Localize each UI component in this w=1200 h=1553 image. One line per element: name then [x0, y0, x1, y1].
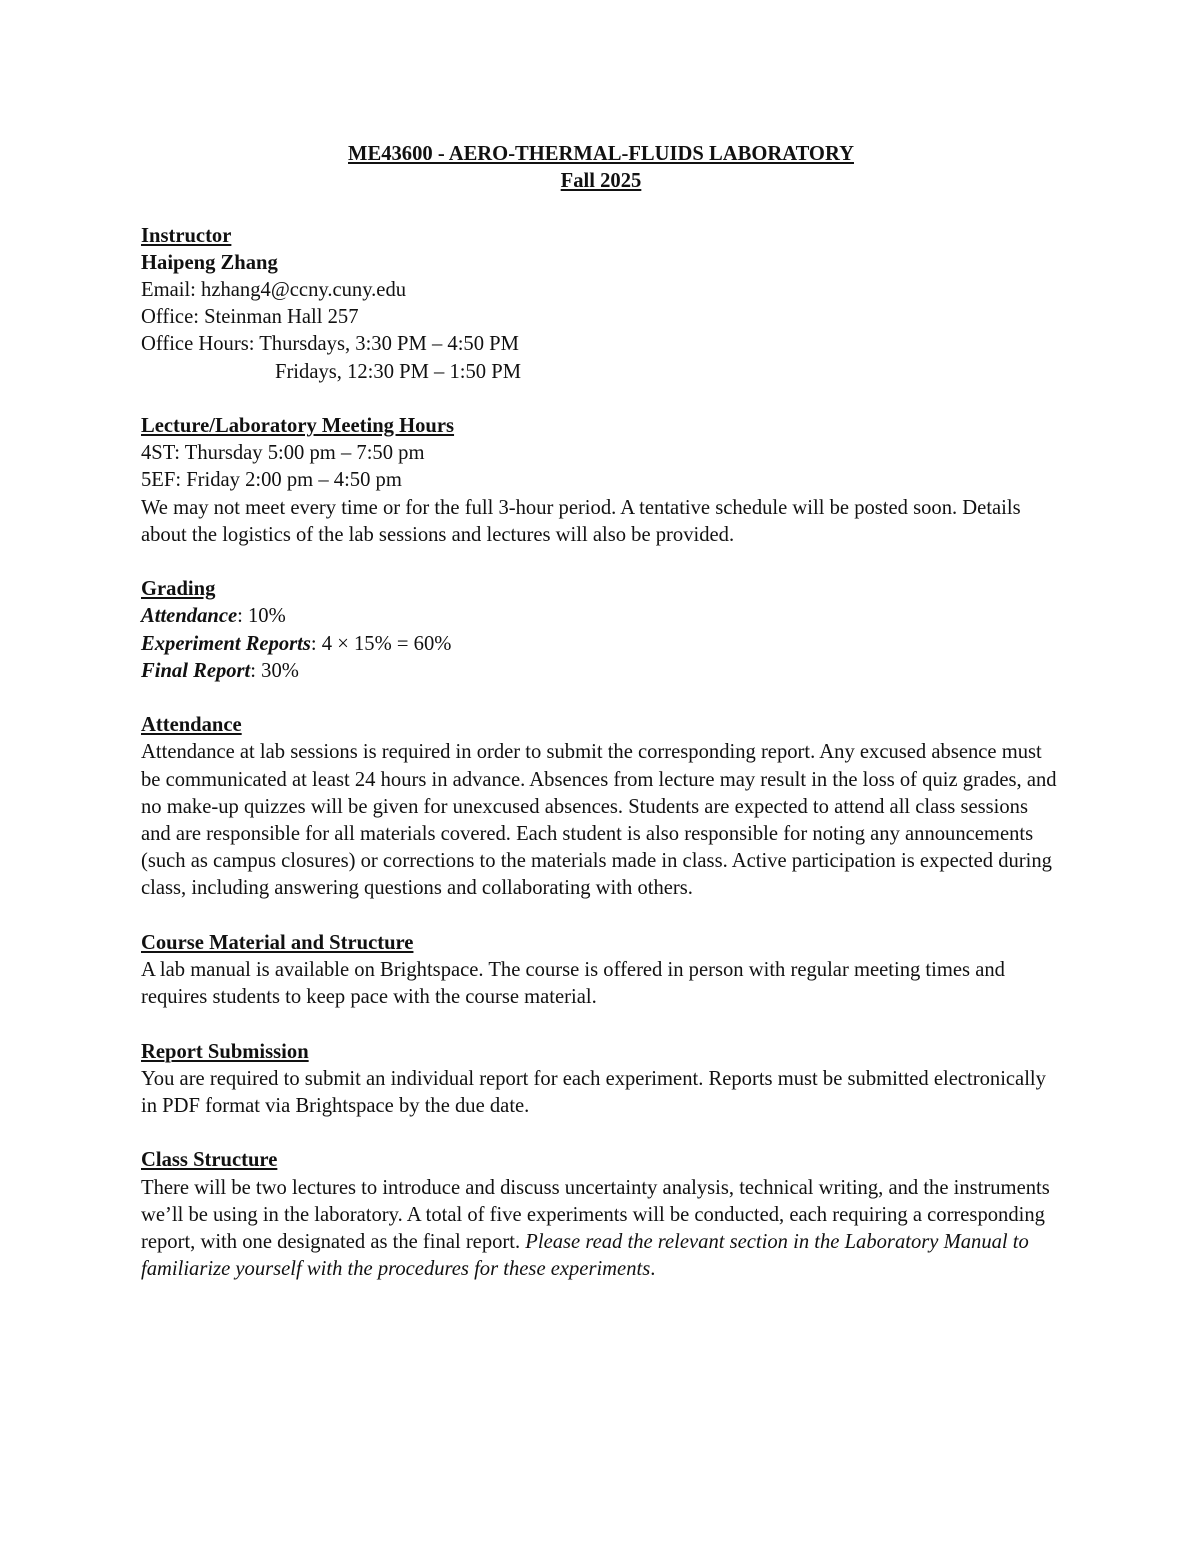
course-material-heading: Course Material and Structure — [141, 931, 414, 954]
instructor-name: Haipeng Zhang — [141, 251, 278, 274]
attendance-section — [141, 712, 1061, 902]
grading-item-label: Final Report — [141, 659, 251, 682]
syllabus-content — [141, 141, 1061, 1283]
class-structure-paragraph — [141, 1175, 1061, 1284]
meeting-hours-heading: Lecture/Laboratory Meeting Hours — [141, 415, 455, 437]
report-submission-section — [141, 1039, 1061, 1121]
grading-item-value: : 10% — [237, 605, 286, 628]
grading-item — [141, 631, 1061, 658]
report-submission-heading: Report Submission — [141, 1040, 309, 1063]
grading-heading: Grading — [141, 578, 216, 601]
class-structure-regular-text: There will be two lectures to introduce and discuss uncertainty analysis, technical writing, and the instruments we’ll be using in the laboratory. A total of five experiments will be conducted, each requiring a corresponding report, with one designated as the final report. — [141, 1176, 1050, 1254]
instructor-section — [141, 223, 1061, 386]
class-structure-ending-punctuation: . — [650, 1258, 656, 1281]
term-title: Fall 2025 — [560, 170, 642, 193]
meeting-hours-section — [141, 413, 1061, 549]
course-material-paragraph: A lab manual is available on Brightspace. The course is offered in person with regular meeting times and requires students to keep pace with the course material. — [141, 959, 1005, 1009]
attendance-paragraph: Attendance at lab sessions is required in order to submit the corresponding report. Any excused absence must be communicated at least 24 hours in advance. Absences from lecture may result in the loss of quiz grades, and no make-up quizzes will be given for unexcused absences. Students are expected to attend all class sessions and are responsible for all materials covered. Each student is also responsible for noting any announcements (such as campus closures) or corrections to the materials made in class. Active participation is expected during class, including answering questions and collaborating with others. — [141, 741, 1057, 900]
instructor-heading: Instructor — [141, 224, 232, 247]
grading-item-value: : 30% — [250, 659, 299, 682]
meeting-hours-line-2: 5EF: Friday 2:00 pm – 4:50 pm — [141, 469, 402, 492]
meeting-hours-paragraph: We may not meet every time or for the full 3-hour period. A tentative schedule will be posted soon. Details about the logistics of the lab sessions and lectures will also be provided. — [141, 496, 1021, 546]
grading-section — [141, 576, 1061, 685]
class-structure-heading: Class Structure — [141, 1149, 278, 1172]
office-hours-line-2: Fridays, 12:30 PM – 1:50 PM — [275, 360, 522, 383]
class-structure-section — [141, 1147, 1061, 1283]
course-material-section — [141, 930, 1061, 1012]
grading-item-value: : 4 × 15% = 60% — [310, 632, 452, 655]
class-structure-italic-text: Please read the relevant section in the Laboratory Manual to familiarize yourself with the procedures for these experiments — [141, 1231, 1029, 1281]
instructor-office: Office: Steinman Hall 257 — [141, 306, 359, 329]
meeting-hours-line-1: 4ST: Thursday 5:00 pm – 7:50 pm — [141, 442, 425, 465]
course-title: ME43600 - AERO-THERMAL-FLUIDS LABORATORY — [348, 143, 854, 165]
grading-item — [141, 658, 1061, 685]
grading-item — [141, 603, 1061, 630]
office-hours-line-1: Office Hours: Thursdays, 3:30 PM – 4:50 PM — [141, 333, 519, 356]
grading-item-label: Experiment Reports — [141, 632, 311, 655]
instructor-email: Email: hzhang4@ccny.cuny.edu — [141, 279, 407, 301]
attendance-heading: Attendance — [141, 714, 242, 737]
report-submission-paragraph: You are required to submit an individual report for each experiment. Reports must be submitted electronically in PDF format via Brightspace by the due date. — [141, 1067, 1046, 1118]
grading-item-label: Attendance — [141, 605, 238, 628]
